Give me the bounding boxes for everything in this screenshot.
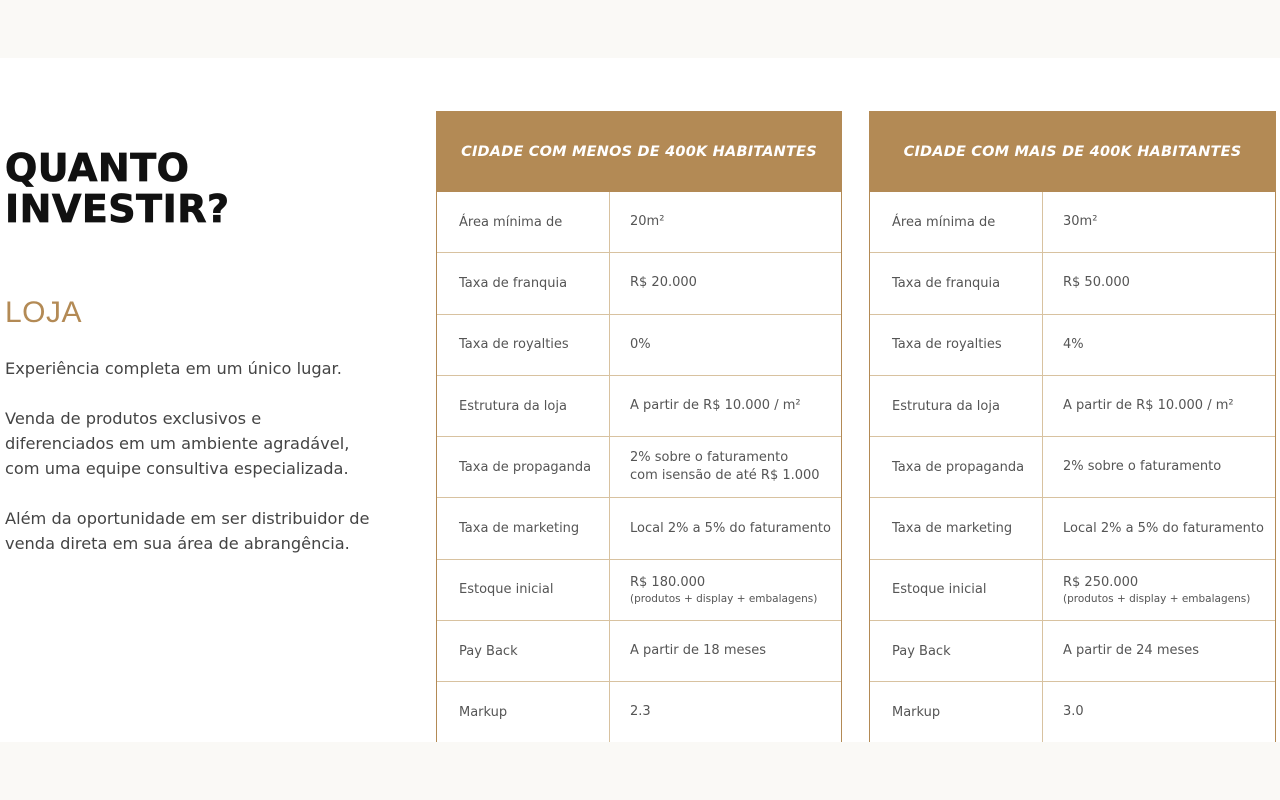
investment-table-large-city (869, 111, 1276, 742)
row-value-cell (610, 437, 841, 497)
row-value: A partir de R$ 10.000 / m² (1063, 398, 1234, 414)
row-label: Estrutura da loja (437, 376, 610, 436)
row-value: 2% sobre o faturamento (1063, 459, 1222, 475)
row-value-cell (1043, 560, 1275, 620)
row-value-cell (610, 498, 841, 558)
row-label: Taxa de royalties (870, 315, 1043, 375)
row-label: Markup (870, 682, 1043, 742)
row-label: Markup (437, 682, 610, 742)
row-value: R$ 20.000 (630, 275, 697, 291)
row-value: R$ 180.000 (630, 574, 706, 590)
description (5, 356, 375, 556)
row-note: (produtos + display + embalagens) (630, 592, 818, 605)
row-value: Local 2% a 5% do faturamento (630, 520, 831, 536)
row-value: Local 2% a 5% do faturamento (1063, 520, 1264, 536)
table-row (437, 376, 841, 437)
row-value-cell (610, 315, 841, 375)
table-row (870, 192, 1275, 253)
table-row (870, 560, 1275, 621)
row-value-cell (1043, 376, 1275, 436)
table-row (870, 315, 1275, 376)
row-value-cell (610, 192, 841, 252)
top-band (0, 0, 1280, 58)
row-label: Taxa de marketing (870, 498, 1043, 558)
row-value-cell (1043, 682, 1275, 742)
row-value-cell (610, 253, 841, 313)
row-label: Taxa de propaganda (437, 437, 610, 497)
row-label: Estoque inicial (870, 560, 1043, 620)
row-value-cell (1043, 253, 1275, 313)
table-row (437, 437, 841, 498)
table-row (870, 376, 1275, 437)
row-value: R$ 250.000 (1063, 574, 1139, 590)
row-label: Estrutura da loja (870, 376, 1043, 436)
row-label: Área mínima de (437, 192, 610, 252)
row-value-cell (1043, 192, 1275, 252)
row-label: Taxa de royalties (437, 315, 610, 375)
table-row (437, 621, 841, 682)
row-value: A partir de 24 meses (1063, 643, 1200, 659)
table-row (437, 192, 841, 253)
table-header: CIDADE COM MAIS DE 400K HABITANTES (870, 112, 1275, 192)
table-row (870, 621, 1275, 682)
description-paragraph: Além da oportunidade em ser distribuidor de venda direta em sua área de abrangência. (5, 509, 370, 553)
row-value: 20m² (630, 214, 665, 230)
row-value-cell (1043, 437, 1275, 497)
row-value: 3.0 (1063, 704, 1084, 720)
row-value: A partir de R$ 10.000 / m² (630, 398, 801, 414)
table-row (870, 498, 1275, 559)
bottom-band (0, 742, 1280, 800)
row-value-cell (1043, 315, 1275, 375)
table-header: CIDADE COM MENOS DE 400K HABITANTES (437, 112, 841, 192)
table-row (870, 253, 1275, 314)
row-note: com isensão de até R$ 1.000 (630, 468, 820, 484)
row-label: Taxa de propaganda (870, 437, 1043, 497)
table-row (437, 560, 841, 621)
table-row (437, 498, 841, 559)
table-row (870, 682, 1275, 742)
row-value: 0% (630, 336, 651, 352)
section-title: LOJA (5, 296, 83, 329)
table-body (870, 192, 1275, 742)
row-label: Estoque inicial (437, 560, 610, 620)
row-label: Taxa de marketing (437, 498, 610, 558)
table-row (870, 437, 1275, 498)
row-value: R$ 50.000 (1063, 275, 1130, 291)
table-body (437, 192, 841, 742)
intro-column (5, 148, 375, 581)
row-value: A partir de 18 meses (630, 643, 767, 659)
table-row (437, 253, 841, 314)
row-value: 30m² (1063, 214, 1098, 230)
row-label: Taxa de franquia (870, 253, 1043, 313)
row-note: (produtos + display + embalagens) (1063, 592, 1251, 605)
row-value: 2% sobre o faturamento (630, 450, 789, 466)
row-value: 2.3 (630, 704, 651, 720)
page-title: QUANTO INVESTIR? (5, 146, 230, 231)
description-paragraph: Venda de produtos exclusivos e diferenciados em um ambiente agradável, com uma equipe consultiva especializada. (5, 409, 350, 478)
row-label: Pay Back (870, 621, 1043, 681)
row-value-cell (1043, 621, 1275, 681)
investment-table-small-city (436, 111, 842, 742)
row-value-cell (610, 376, 841, 436)
row-value-cell (1043, 498, 1275, 558)
description-paragraph: Experiência completa em um único lugar. (5, 359, 342, 378)
row-value-cell (610, 682, 841, 742)
row-label: Taxa de franquia (437, 253, 610, 313)
row-label: Área mínima de (870, 192, 1043, 252)
row-value-cell (610, 560, 841, 620)
table-row (437, 682, 841, 742)
row-value: 4% (1063, 336, 1084, 352)
table-row (437, 315, 841, 376)
row-label: Pay Back (437, 621, 610, 681)
row-value-cell (610, 621, 841, 681)
